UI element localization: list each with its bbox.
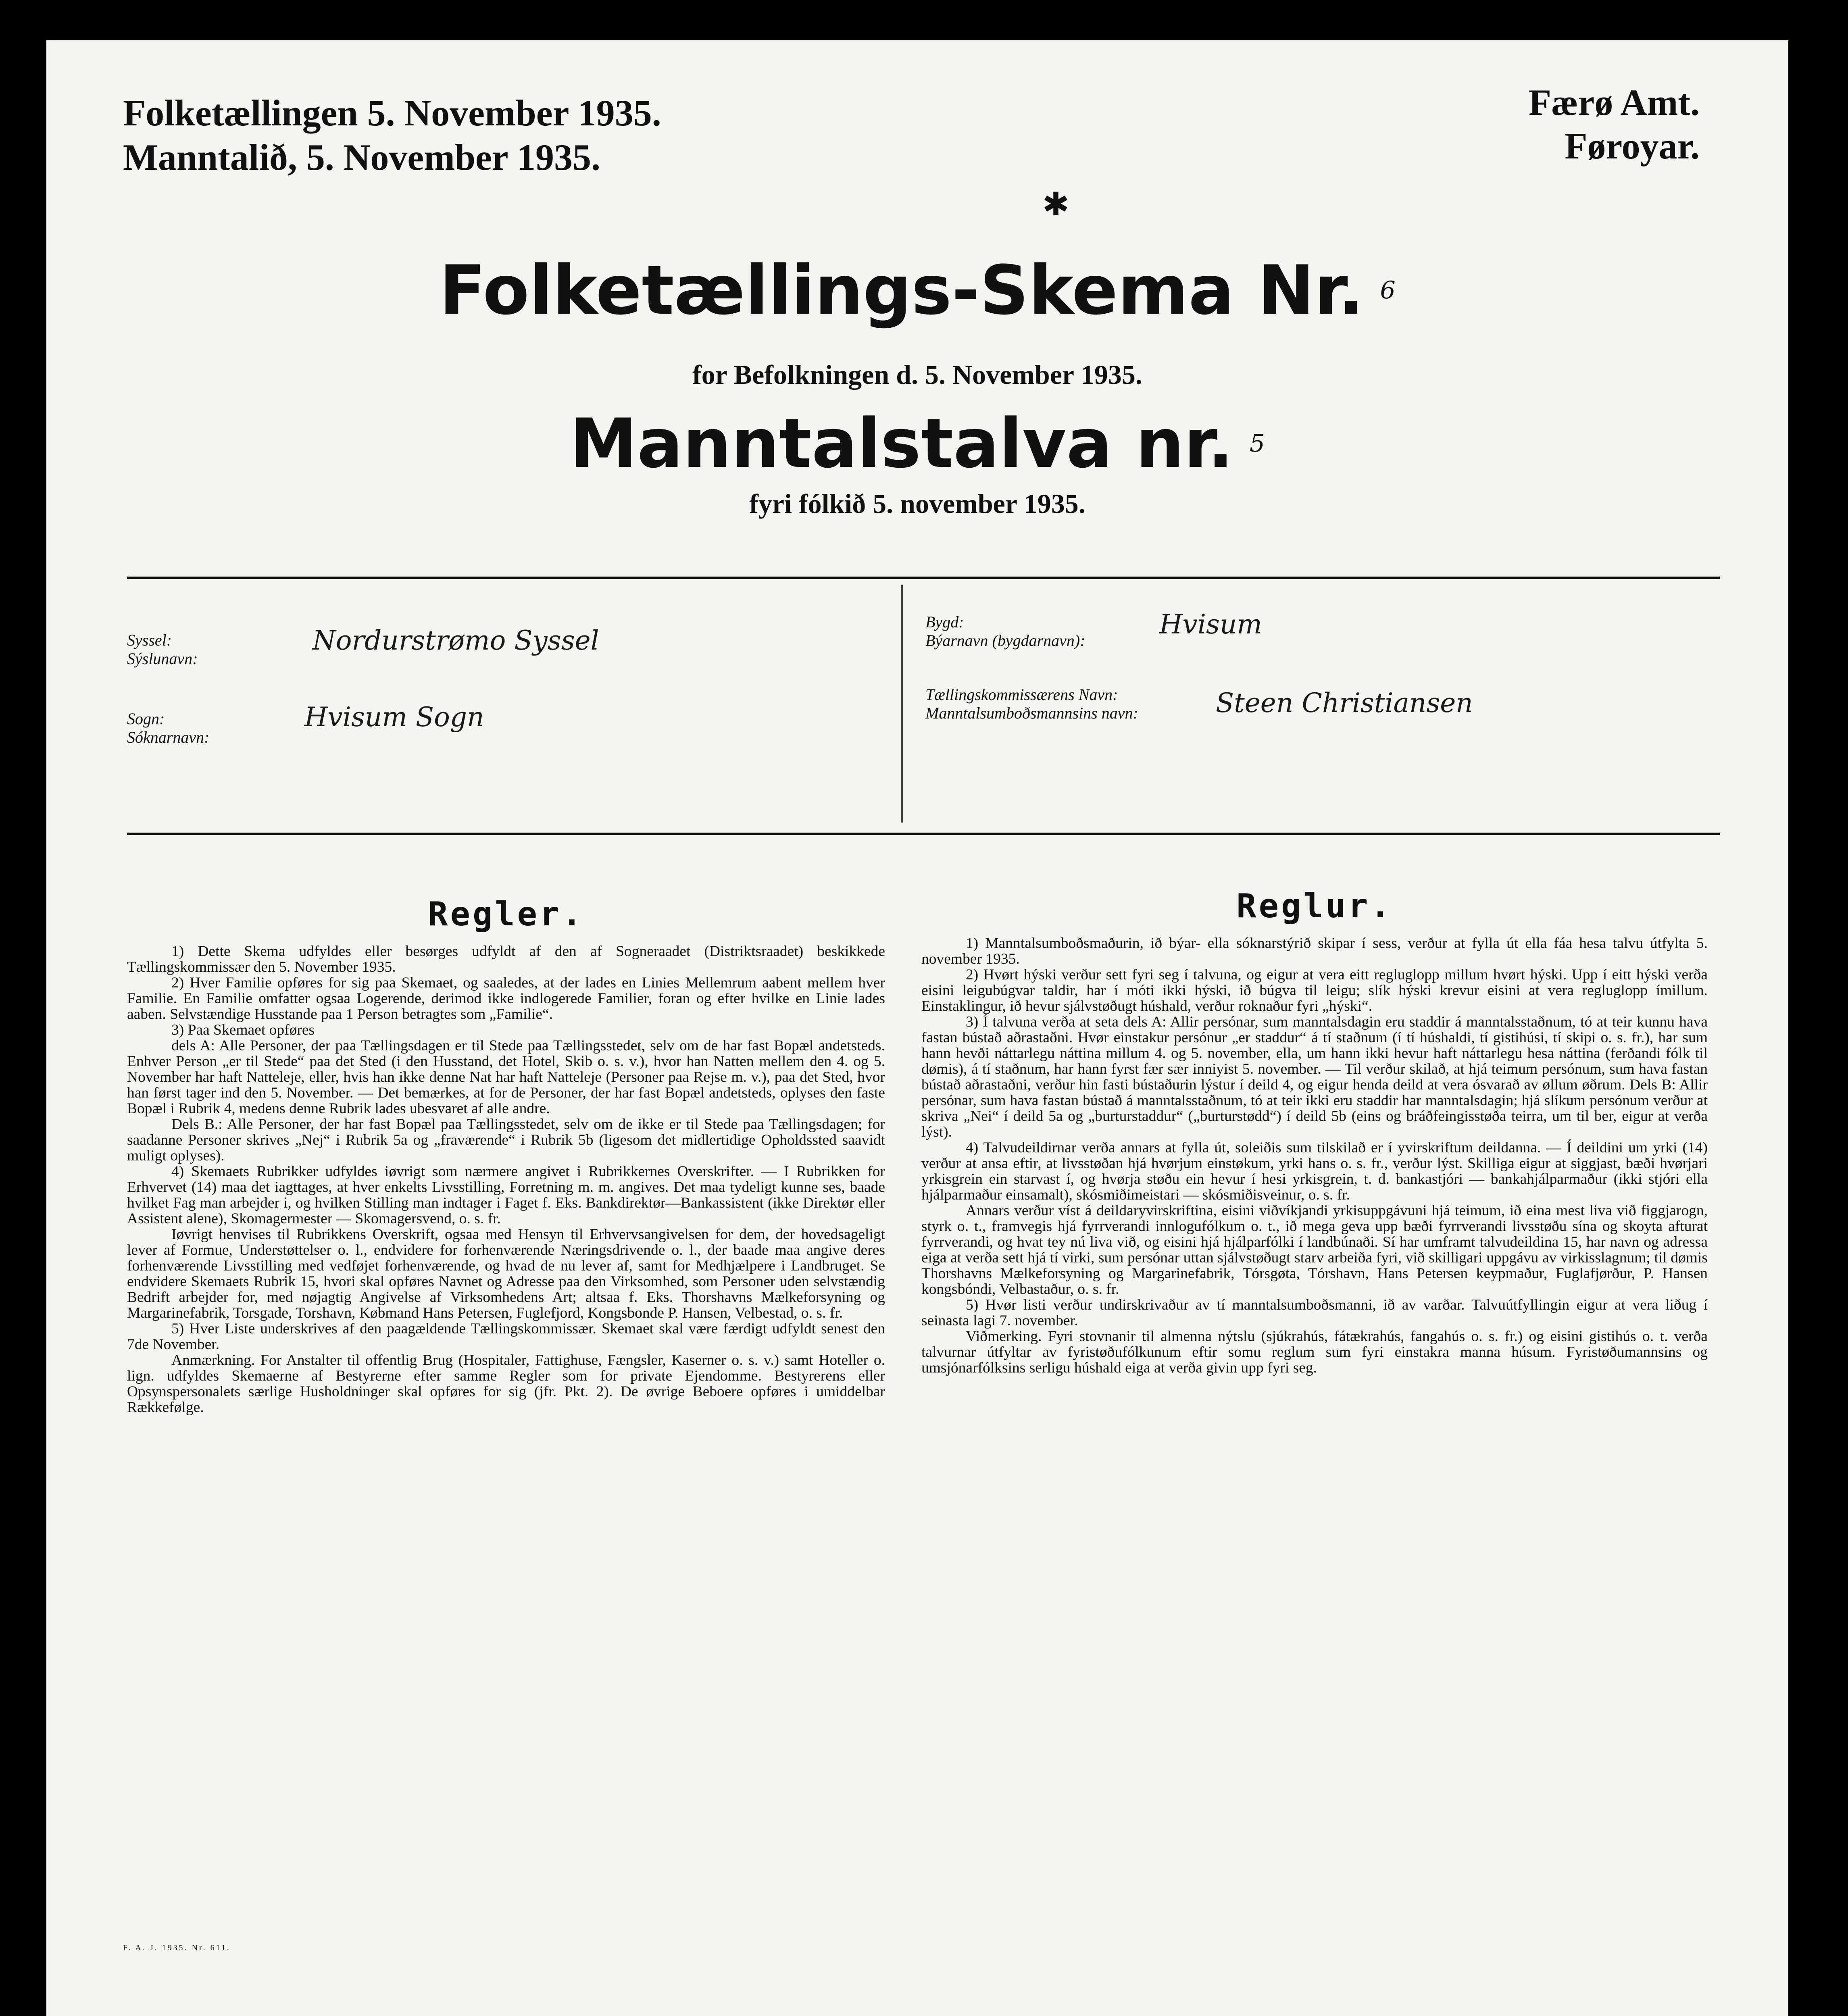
regler-p4: dels A: Alle Personer, der paa Tællingsdagen er til Stede paa Tællingsstedet, selv om de har fast Bopæl andetsteds. Enhver Person „er til Stede“ paa det Sted (i den Husstand, det Hotel, Skib o. s. v.), hvor han Natten mellem den 4. og 5. November har haft Natteleje, eller, hvis han ikke denne Nat har haft Natteleje (Personer paa Rejse m. v.), paa det Sted, hvor han først tager ind den 5. November. — Det bemærkes, at for de Personer, der har fast Bopæl andetsteds, oplyses den faste Bopæl i Rubrik 4, medens denne Rubrik lades ubesvaret af alle andre. [127,1037,885,1117]
reglur-p4: 4) Talvudeildirnar verða annars at fylla út, soleiðis sum tilskilað er í yvirskriftum deildanna. — Í deildini um yrki (14) verður at ansa eftir, at livsstøðan hjá hvørjum einstøkum, yrki hans o. s. fr., verður lýst. Skilliga eigur at siggjast, bæði hvørjari yrkisgrein ein starvast í, og hvørja støðu ein hevur í hesi yrkisgrein, t. d. bankastjóri — bankahjálparmaður (ikki stjóri ella hjálparmaður einsamalt), skósmiðimeistari — skósmiðisveinur, o. s. fr. [921,1139,1708,1203]
regler-p5: Dels B.: Alle Personer, der har fast Bopæl paa Tællingsstedet, selv om de ikke er til Stede paa Tællingsdagen; for saadanne Personer skrives „Nej“ i Rubrik 5a og „fraværende“ i Rubrik 5b (ligesom det midlertidige Opholdssted saavidt muligt oplyses). [127,1116,885,1164]
form-number-faroese: 5 [1249,429,1265,458]
sogn-label-da: Sogn: [127,710,165,728]
kommissaer-label-fo: Manntalsumboðsmannsins navn: [925,704,1138,722]
syssel-value: Nordurstrømo Syssel [313,625,599,656]
kommissaer-label-da: Tællingskommissærens Navn: [925,685,1118,704]
header-left [123,91,661,179]
divider-bottom [127,833,1720,835]
syssel-label-fo: Sýslunavn: [127,650,198,668]
sogn-value: Hvisum Sogn [304,702,484,733]
reglur-p3: 3) Í talvuna verða at seta dels A: Allir persónar, sum manntalsdagin eru staddir á manntalsstaðnum, tó at teir kunnu hava fastan bústað aðrastaðni. Hvør einstakur persónur „er staddur“ á tí staðnum (í tí húshaldi, tí gistihúsi, tí skipi o. s. fr.), har sum hann hevði náttarlegu náttina millum 4. og 5. november, ella, um hann ikki hevur haft náttarlegu hesa náttina (ferðandi fólk til dømis), á tí staðnum, har hann fyrst fær sær inniyist 5. november. — Til verður skilað, at hjá teimum persónum, sum hava fastan bústað aðrastaðni, verður hin fasti bústaðurin lýstur í deild 4, og eigur henda deild at vera ósvarað av øllum øðrum. Dels B: Allir persónar, sum hava fastan bústað á manntalsstaðnum, tó at teir ikki eru staddir har manntalsdagin; hjá slíkum persónum verður at skriva „Nei“ í deild 5a og „burturstaddur“ („burturstødd“) í deild 5b (eins og bráðfeingisstøða teirra, um til ber, eigur at verða lýst). [921,1014,1708,1140]
form-title-danish [46,250,1788,331]
reglur-p1: 1) Manntalsumboðsmaðurin, ið býar- ella sóknarstýrið skipar í sess, verður at fylla út ella fáa hesa talvu útfylta 5. november 1935. [921,935,1708,967]
syssel-label [127,631,198,668]
star-icon: ✱ [1042,187,1070,223]
form-subtitle-danish: for Befolkningen d. 5. November 1935. [692,359,1142,390]
reglur-heading: Reglur. [1236,887,1393,925]
regler-p2: 2) Hver Familie opføres for sig paa Skemaet, og saaledes, at der lades en Linies Mellemrum aabent mellem hver Familie. En Familie omfatter ogsaa Logerende, derimod ikke indlogerede Familier, foran og efter hvilke en Linie lades aaben. Selvstændige Husstande paa 1 Person betragtes som „Familie“. [127,975,885,1023]
census-form-page [46,40,1788,2016]
bygd-label-da: Bygd: [925,613,964,631]
regler-p1: 1) Dette Skema udfyldes eller besørges udfyldt af den af Sogneraadet (Distriktsraadet) beskikkede Tællingskommissær den 5. November 1935. [127,943,885,975]
regler-p3: 3) Paa Skemaet opføres [171,1022,315,1038]
header-right-line1: Færø Amt. [1528,82,1700,123]
regler-p6: 4) Skemaets Rubrikker udfyldes iøvrigt som nærmere angivet i Rubrikkernes Overskrifter. — I Rubrikken for Erhvervet (14) maa det iagttages, at hver enkelts Livsstilling, Forretning m. m. angives. Det maa tydeligt kunne ses, baade hvilket Fag man arbejder i, og hvilken Stilling man indtager i Faget f. Eks. Bankdirektør—Bankassistent (ikke Direktør eller Assistent alene), Skomagermester — Skomagersvend, o. s. fr. [127,1163,885,1227]
reglur-p6: 5) Hvør listi verður undirskrivaður av tí manntalsumboðsmanni, ið av varðar. Talvuútfyllingin eigur at vera liðug í seinasta lagi 7. november. [921,1297,1708,1329]
regler-heading: Regler. [428,895,584,933]
regler-p8: 5) Hver Liste underskrives af den paagældende Tællingskommissær. Skemaet skal være færdigt udfyldt senest den 7de November. [127,1320,885,1353]
header-right-line2: Føroyar. [1565,125,1700,167]
printer-mark: F. A. J. 1935. Nr. 611. [123,1943,231,1952]
kommissaer-label [925,685,1138,723]
kommissaer-value: Steen Christiansen [1216,687,1473,719]
bygd-value: Hvisum [1159,609,1262,640]
form-number-danish: 6 [1380,276,1396,304]
regler-column [127,943,885,1415]
form-title-faroese-text: Manntalstalva nr. [569,404,1233,483]
form-title-danish-text: Folketællings-Skema Nr. [439,251,1364,330]
regler-p7: Iøvrigt henvises til Rubrikkens Overskrift, ogsaa med Hensyn til Erhvervsangivelsen for dem, der hovedsageligt lever af Formue, Understøttelser o. l., endvidere for forhenværende Næringsdrivende o. l., der baade maa angive deres forhenværende Livsstilling med vedføjet forhenværende, og hvad de nu lever af, samt for Medhjælpere i Landbruget. Se endvidere Skemaets Rubrik 15, hvori skal opføres Navnet og Adresse paa den Virksomhed, som Personer uden selvstændig Bedrift arbejder for, med nøjagtig Angivelse af Virksomhedens Art; altsaa f. Eks. Thorshavns Mælkeforsyning og Margarinefabrik, Torsgade, Torshavn, Købmand Hans Petersen, Fuglefjord, Kongsbonde P. Hansen, Velbestad, o. s. fr. [127,1226,885,1321]
header-left-line1: Folketællingen 5. November 1935. [123,92,661,133]
divider-top [127,577,1720,579]
syssel-label-da: Syssel: [127,631,172,649]
reglur-p2: 2) Hvørt hýski verður sett fyri seg í talvuna, og eigur at vera eitt regluglopp millum hvørt hýski. Upp í eitt hýski verða eisini leigubúgvar taldir, har í móti ikki hýski, ið búgva til leigu; slík hýski krevur eisini at vera regluglopp ímillum. Einstaklingur, ið hevur sjálvstøðugt húshald, verður roknaður fyri „hýski“. [921,966,1708,1014]
reglur-column [921,935,1708,1376]
reglur-p5: Annars verður víst á deildaryvirskriftina, eisini viðvíkjandi yrkisuppgávuni hjá teimum, ið eina mest liva við figgjarogn, styrk o. t., framvegis hjá fyrrverandi innlogufólkum o. t., ið mega geva upp bæði fyrrverandi livsstøðu sína og skoyta afturat fyrrverandi, og hvat tey nú liva við, og eisini hjá hjálparfólki í landbúnaði. Sí har umframt talvudeildina 15, har navn og adressa eiga at verða sett hjá tí virki, sum persónar uttan sjálvstøðugt starv arbeiða fyri, við skilligari uppgávu av virkisslagnum; til dømis Thorshavns Mælkeforsyning og Margarinefabrik, Tórsgøta, Tórshavn, Hans Petersen keypmaður, Fuglafjørður, P. Hansen kongsbóndi, Velbastaður, o. s. fr. [921,1202,1708,1297]
sogn-label [127,710,209,747]
form-subtitle-faroese: fyri fólkið 5. november 1935. [749,488,1085,519]
header-left-line2: Manntalið, 5. November 1935. [123,137,601,178]
header-right [1529,81,1700,168]
divider-vertical [901,585,903,823]
form-title-faroese [46,403,1788,484]
bygd-label-fo: Býarnavn (bygdarnavn): [925,631,1085,650]
regler-p9: Anmærkning. For Anstalter til offentlig Brug (Hospitaler, Fattighuse, Fængsler, Kaserner o. s. v.) samt Hoteller o. lign. udfyldes Skemaerne af Bestyrerne efter samme Regler som for private Ejendomme. Bestyrerens eller Opsynspersonalets særlige Husholdninger skal opføres for sig (jfr. Pkt. 2). De øvrige Beboere opføres i umiddelbar Rækkefølge. [127,1352,885,1416]
bygd-label [925,613,1085,650]
reglur-p7: Viðmerking. Fyri stovnanir til almenna nýtslu (sjúkrahús, fátækrahús, fangahús o. s. fr.) og eisini gistihús o. t. verða talvurnar útfyltar av fyristøðufólkunum eftir somu reglum sum fyri einstakra manna húsum. Fyristøðumannsins og umsjónarfólksins serligu húshald eiga at verða givin upp fyri seg. [921,1328,1708,1376]
sogn-label-fo: Sóknarnavn: [127,728,210,746]
